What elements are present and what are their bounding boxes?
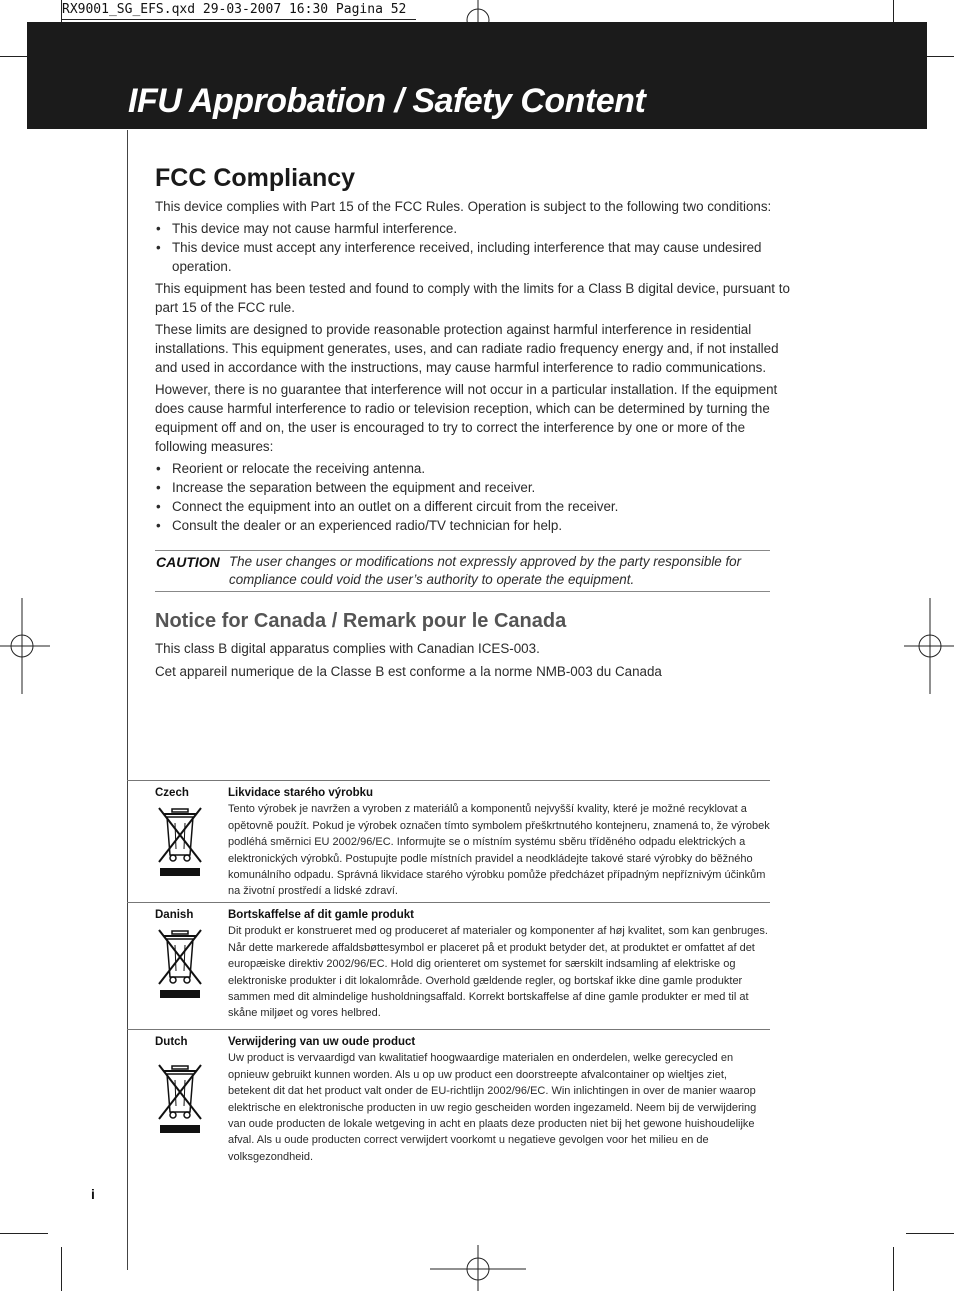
crossed-bin-icon — [156, 805, 204, 877]
weee-section-dutch — [127, 1029, 770, 1175]
page-number: i — [91, 1186, 95, 1202]
list-item: • Increase the separation between the equipment and receiver. — [155, 478, 795, 497]
list-item: • Connect the equipment into an outlet on a different circuit from the receiver. — [155, 497, 795, 516]
fcc-measures-list — [155, 459, 795, 535]
crop-mark — [61, 1247, 62, 1291]
canada-english: This class B digital apparatus complies with Canadian ICES-003. — [155, 641, 540, 656]
disposal-text: Dit produkt er konstrueret med og produceret af materialer og komponenter af høj kvalitet, som kan genbruges. Når dette markerede affaldsbøttesymbol er placeret på et produkt betyder det, at produktet er omfattet af det europæiske direktiv 2002/96/EC. Hold dig orienteret om systemet for særskilt indsamling af elektriske og elektroniske produkter i dit lokalområde. Overhold gældende regler, og bortskaf ikke dine gamle produkter sammen med dit almindelige husholdningsaffald. Korrekt bortskaffelse af dine gamle produkter er med til at skåne miljøet og vores helbred. — [228, 925, 768, 1020]
file-slug: RX9001_SG_EFS.qxd 29-03-2007 16:30 Pagina 52 — [62, 1, 416, 20]
language-label: Czech — [155, 787, 189, 799]
list-item: • This device may not cause harmful interference. — [155, 219, 795, 238]
canada-french: Cet appareil numerique de la Classe B est conforme a la norme NMB-003 du Canada — [155, 664, 662, 679]
crop-mark — [0, 1233, 48, 1234]
weee-section-czech — [127, 780, 770, 901]
canada-heading: Notice for Canada / Remark pour le Canada — [155, 610, 567, 632]
disposal-text: Tento výrobek je navržen a vyroben z materiálů a komponentů nejvyšší kvality, které je možné recyklovat a opětovně použít. Pokud je výrobek označen tímto symbolem přeškrtnutého kontejneru, znamená to, že výrobek podléhá směrnici EU 2002/96/EC. Informujte se o místním systému sběru tříděného odpadu elektrických a elektronických výrobků. Postupujte podle místních pravidel a neodkládejte takové staré výrobky do běžného komunálního odpadu. Správná likvidace starého výrobku pomůže předcházet případným nepříznivým účinkům na životní prostředí a lidské zdraví. — [228, 803, 770, 898]
fcc-heading: FCC Compliancy — [155, 164, 356, 192]
crop-mark — [893, 1247, 894, 1291]
disposal-title: Likvidace starého výrobku — [228, 787, 374, 799]
registration-mark-icon — [0, 598, 50, 694]
list-item: • This device must accept any interference received, including interference that may cause undesired operation. — [155, 238, 795, 276]
registration-mark-icon — [904, 598, 954, 694]
fcc-paragraph: This equipment has been tested and found to comply with the limits for a Class B digital device, pursuant to part 15 of the FCC rule. — [155, 281, 790, 315]
fcc-intro: This device complies with Part 15 of the FCC Rules. Operation is subject to the following two conditions: — [155, 199, 772, 214]
caution-box — [155, 550, 770, 592]
crossed-bin-icon — [156, 1062, 204, 1134]
registration-mark-icon — [430, 1245, 526, 1291]
disposal-text-block — [228, 907, 770, 1022]
disposal-text-block — [228, 785, 770, 900]
fcc-paragraph: However, there is no guarantee that interference will not occur in a particular installation. If the equipment does cause harmful interference to radio or television reception, which can be determined by turning the equipment off and on, the user is encouraged to try to correct the interference by one or more of the following measures: — [155, 382, 778, 454]
page-title: IFU Approbation / Safety Content — [128, 82, 646, 120]
fcc-section — [155, 160, 795, 538]
fcc-paragraph: These limits are designed to provide reasonable protection against harmful interference in residential installations. This equipment generates, uses, and can radiate radio frequency energy and, if not installed and used in accordance with the instructions, may cause harmful interference to radio communications. — [155, 322, 779, 375]
caution-text: The user changes or modifications not expressly approved by the party responsible for compliance could void the user’s authority to operate the equipment. — [229, 554, 742, 587]
list-item: • Reorient or relocate the receiving antenna. — [155, 459, 795, 478]
disposal-title: Verwijdering van uw oude product — [228, 1036, 416, 1048]
disposal-title: Bortskaffelse af dit gamle produkt — [228, 909, 414, 921]
title-banner — [27, 22, 927, 129]
caution-label: CAUTION — [156, 554, 220, 570]
language-label: Dutch — [155, 1036, 188, 1048]
language-label: Danish — [155, 909, 194, 921]
disposal-text-block — [228, 1034, 770, 1165]
fcc-conditions-list — [155, 219, 795, 276]
disposal-text: Uw product is vervaardigd van kwalitatief hoogwaardige materialen en onderdelen, welke gerecycled en opnieuw gebruikt kunnen worden. Als u op uw product een doorstreepte afvalcontainer op wieltjes ziet, betekent dit dat het product valt onder de EU-richtlijn 2002/96/EC. Win inlichtingen in over de manier waarop elektrische en elektronische producten in uw regio gescheiden worden ingezameld. Neem bij de verwijdering van oude producten de lokale wetgeving in acht en plaats deze producten niet bij het gewone huishoudelijke afval. Als u oude producten correct verwijdert voorkomt u negatieve gevolgen voor het milieu en de volksgezondheid. — [228, 1052, 757, 1163]
crop-mark — [906, 1233, 954, 1234]
crossed-bin-icon — [156, 927, 204, 999]
canada-section — [155, 608, 795, 685]
weee-section-danish — [127, 902, 770, 1028]
list-item: • Consult the dealer or an experienced radio/TV technician for help. — [155, 516, 795, 535]
